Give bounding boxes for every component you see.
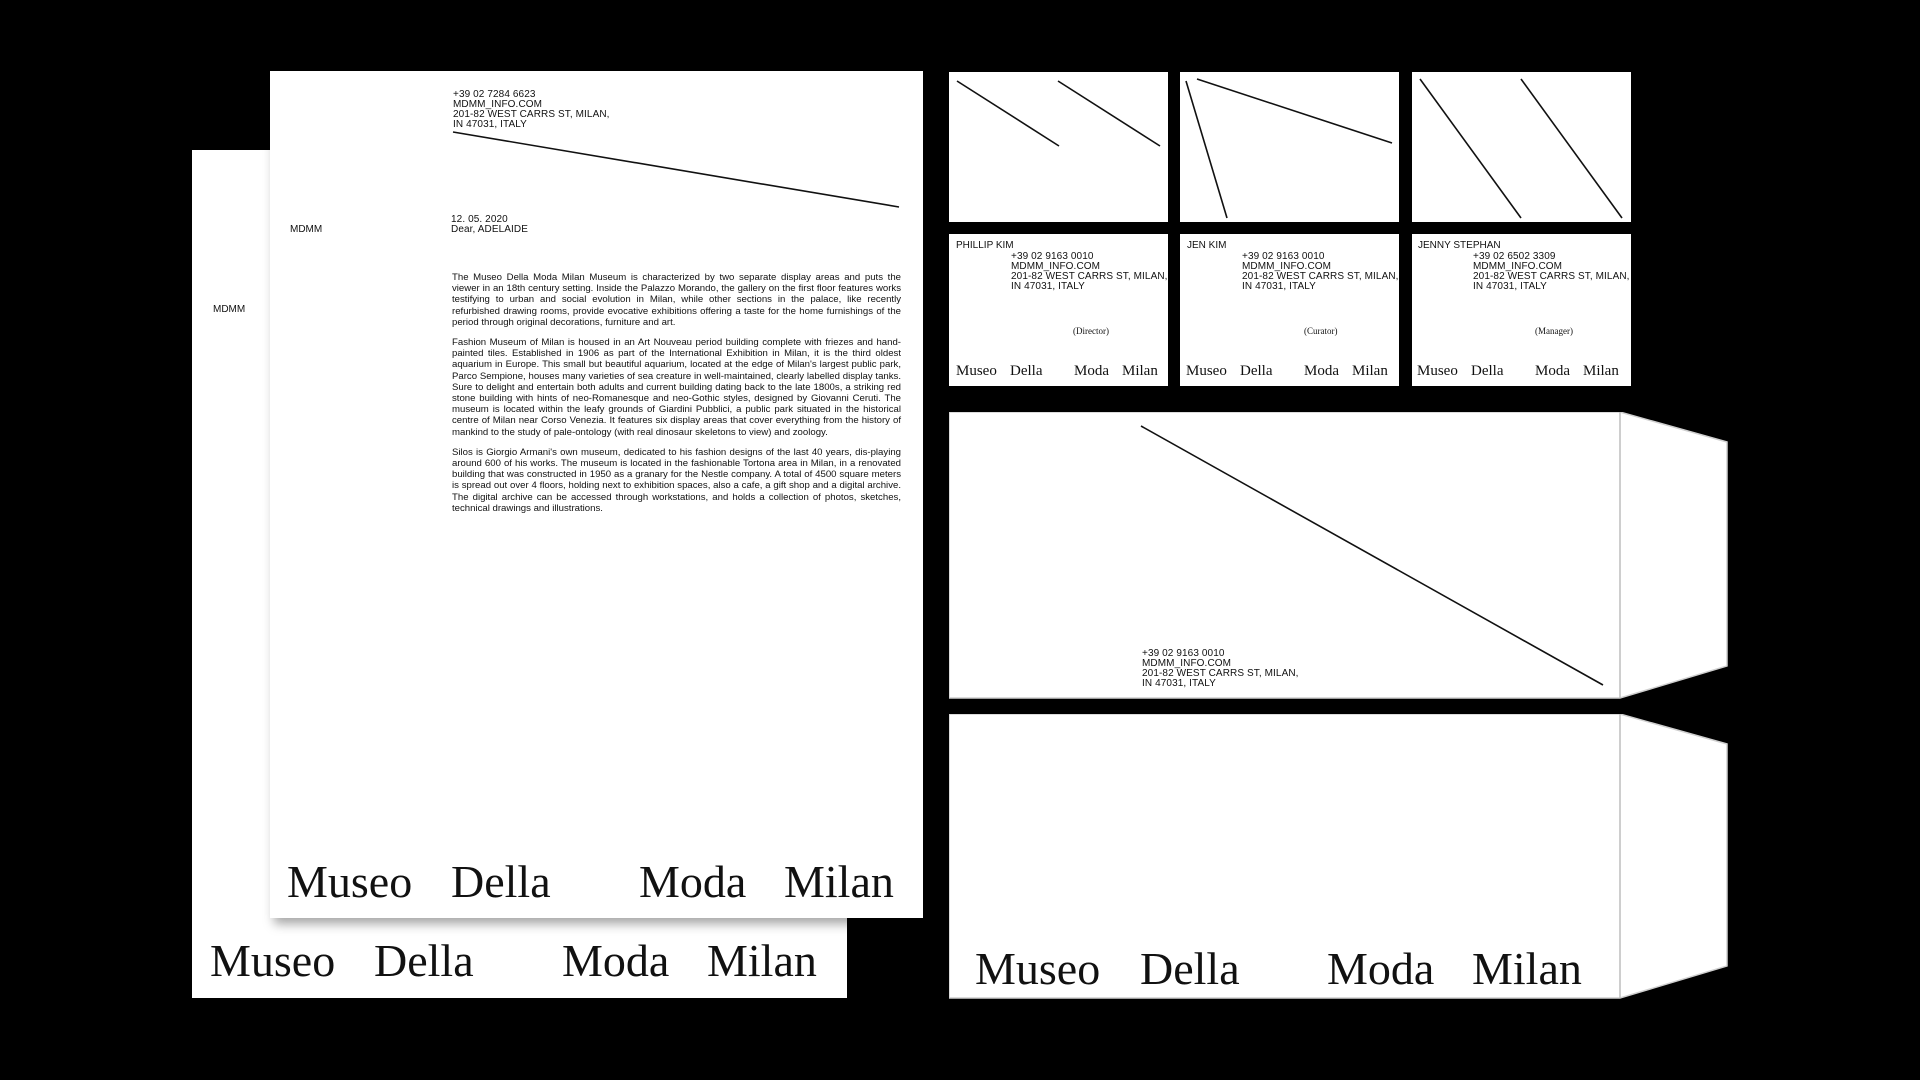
wordmark-milan: Milan bbox=[1122, 363, 1158, 379]
envelope-back bbox=[949, 412, 1729, 702]
wordmark-museo: Museo bbox=[1417, 363, 1458, 379]
wordmark-della: Della bbox=[1140, 943, 1240, 994]
wordmark-della: Della bbox=[1240, 363, 1273, 379]
envelope-wordmark bbox=[975, 944, 1595, 994]
wordmark-moda: Moda bbox=[639, 856, 747, 907]
wordmark-museo: Museo bbox=[956, 363, 997, 379]
contact-address-2: IN 47031, ITALY bbox=[1142, 678, 1216, 689]
card-back-diagonal-lines bbox=[1412, 72, 1631, 222]
letter-paragraph: Silos is Giorgio Armani's own museum, dedicated to his fashion designs of the last 40 years, dis-playing around 600 of his works. The museum is located in the fashionable Tortona area in Milan, in a renovated building that was constructed in 1950 as a granary for the Nestle company. A total of 4500 square meters is spread out over 4 floors, holding next to exhibition spaces, also a cafe, a gift shop and a digital archive. The digital archive can be accessed through workstations, and holds a collection of photos, sketches, technical drawings and illustrations. bbox=[452, 446, 901, 514]
wordmark-museo: Museo bbox=[1186, 363, 1227, 379]
contact-address-2: IN 47031, ITALY bbox=[1473, 281, 1547, 292]
wordmark-moda: Moda bbox=[562, 935, 670, 986]
contact-address-1: 201-82 WEST CARRS ST, MILAN, bbox=[1011, 271, 1168, 282]
contact-phone: +39 02 6502 3309 bbox=[1473, 251, 1556, 262]
contact-address-1: 201-82 WEST CARRS ST, MILAN, bbox=[1242, 271, 1399, 282]
wordmark-milan: Milan bbox=[1352, 363, 1388, 379]
wordmark-della: Della bbox=[374, 935, 474, 986]
card-role: (Curator) bbox=[1304, 326, 1338, 336]
wordmark-moda: Moda bbox=[1304, 363, 1339, 379]
card-contact bbox=[1011, 252, 1168, 292]
contact-address-1: 201-82 WEST CARRS ST, MILAN, bbox=[1473, 271, 1630, 282]
wordmark-della: Della bbox=[1471, 363, 1504, 379]
business-card-manager bbox=[1412, 234, 1631, 386]
contact-phone: +39 02 7284 6623 bbox=[453, 89, 536, 100]
wordmark-della: Della bbox=[451, 856, 551, 907]
card-contact bbox=[1242, 252, 1399, 292]
wordmark-milan: Milan bbox=[707, 935, 817, 986]
wordmark-museo: Museo bbox=[975, 943, 1101, 994]
card-name: JENNY STEPHAN bbox=[1418, 240, 1501, 251]
envelope-contact bbox=[1142, 649, 1299, 689]
wordmark-museo: Museo bbox=[210, 935, 336, 986]
contact-phone: +39 02 9163 0010 bbox=[1142, 648, 1225, 659]
letter-date: 12. 05. 2020 bbox=[451, 214, 508, 225]
wordmark-della: Della bbox=[1010, 363, 1043, 379]
card-back-3 bbox=[1412, 72, 1631, 222]
wordmark-milan: Milan bbox=[784, 856, 894, 907]
contact-email: MDMM_INFO.COM bbox=[1242, 261, 1332, 272]
contact-email: MDMM_INFO.COM bbox=[1473, 261, 1563, 272]
letterhead-monogram: MDMM bbox=[290, 224, 323, 235]
business-card-curator bbox=[1180, 234, 1399, 386]
card-back-1 bbox=[949, 72, 1168, 222]
card-name: JEN KIM bbox=[1187, 240, 1227, 251]
letter-body bbox=[452, 272, 901, 523]
wordmark-museo: Museo bbox=[287, 856, 413, 907]
contact-phone: +39 02 9163 0010 bbox=[1242, 251, 1325, 262]
letterhead-back-wordmark bbox=[210, 936, 840, 986]
contact-address-2: IN 47031, ITALY bbox=[453, 119, 527, 130]
wordmark-moda: Moda bbox=[1535, 363, 1570, 379]
business-card-director bbox=[949, 234, 1168, 386]
card-role: (Director) bbox=[1073, 326, 1109, 336]
contact-address-1: 201-82 WEST CARRS ST, MILAN, bbox=[1142, 668, 1299, 679]
letter-paragraph: The Museo Della Moda Milan Museum is characterized by two separate display areas and puts the viewer in an 18th century setting. Inside the Palazzo Morando, the gallery on the first floor features works testifying to urban and social evolution in Milan, while other sections in the palace, like recently refurbished drawing rooms, provide evocative exhibitions offering a taste for the home furnishings of the period through original decorations, furniture and art. bbox=[452, 272, 901, 328]
contact-phone: +39 02 9163 0010 bbox=[1011, 251, 1094, 262]
letter-paragraph: Fashion Museum of Milan is housed in an Art Nouveau period building complete with friezes and hand-painted tiles. Established in 1906 as part of the International Exhibition in Milan, it is the third oldest aquarium in Europe. This small but beautiful aquarium, located at the edge of Milan's largest public park, Parco Sempione, houses many varieties of sea creature in well-maintained, clearly labelled display tanks. Sure to delight and entertain both adults and current building dating back to the late 1800s, a striking red stone building with hints of neo-Romanesque and neo-Gothic styles, designed by Giovanni Ceruti. The museum is located within the leafy grounds of Giardini Pubblici, a public park situated in the historical centre of Milan near Corso Venezia. It features six display areas that cover everything from the history of mankind to the study of pale-ontology (with real dinosaur skeletons to view) and zoology. bbox=[452, 337, 901, 438]
wordmark-moda: Moda bbox=[1074, 363, 1109, 379]
contact-address-2: IN 47031, ITALY bbox=[1011, 281, 1085, 292]
card-back-diagonal-lines bbox=[1180, 72, 1399, 222]
contact-email: MDMM_INFO.COM bbox=[453, 99, 543, 110]
wordmark-milan: Milan bbox=[1583, 363, 1619, 379]
card-name: PHILLIP KIM bbox=[956, 240, 1014, 251]
card-back-diagonal-lines bbox=[949, 72, 1168, 222]
contact-email: MDMM_INFO.COM bbox=[1011, 261, 1101, 272]
letterhead-back-monogram: MDMM bbox=[213, 304, 246, 315]
card-role: (Manager) bbox=[1535, 326, 1573, 336]
contact-address-2: IN 47031, ITALY bbox=[1242, 281, 1316, 292]
letterhead-wordmark bbox=[287, 857, 917, 907]
letterhead-front bbox=[270, 71, 923, 918]
wordmark-moda: Moda bbox=[1327, 943, 1435, 994]
contact-address-1: 201-82 WEST CARRS ST, MILAN, bbox=[453, 109, 610, 120]
letter-salutation: Dear, ADELAIDE bbox=[451, 224, 528, 235]
card-contact bbox=[1473, 252, 1630, 292]
wordmark-milan: Milan bbox=[1472, 943, 1582, 994]
card-back-2 bbox=[1180, 72, 1399, 222]
contact-email: MDMM_INFO.COM bbox=[1142, 658, 1232, 669]
